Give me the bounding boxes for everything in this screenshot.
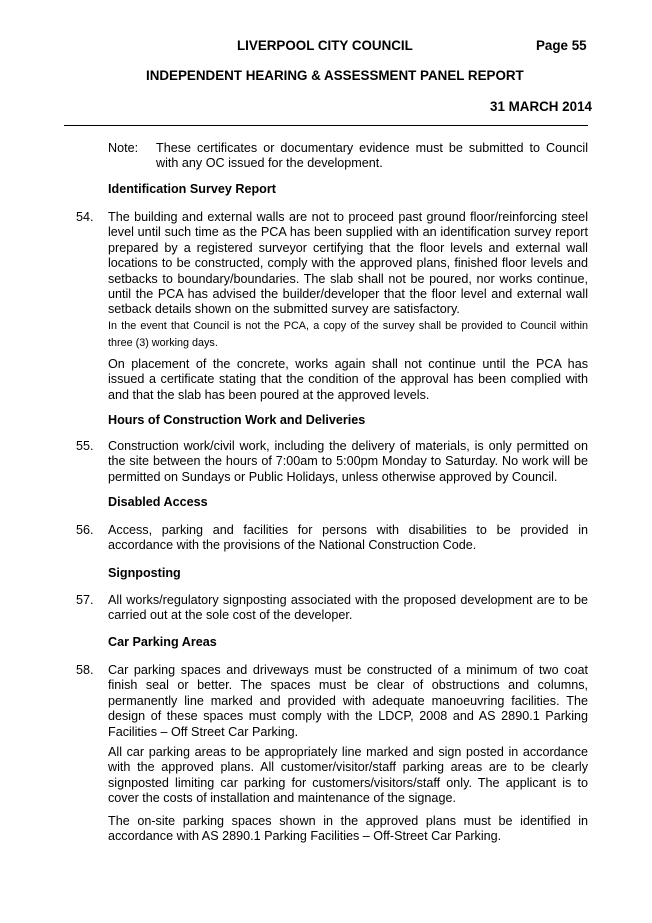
report-title: INDEPENDENT HEARING & ASSESSMENT PANEL REPORT — [146, 68, 524, 83]
section-heading-hours: Hours of Construction Work and Deliveries — [108, 413, 366, 427]
section-heading-disabled-access: Disabled Access — [108, 495, 208, 509]
council-name: LIVERPOOL CITY COUNCIL — [237, 38, 413, 53]
note-text: These certificates or documentary evidence must be submitted to Council with any OC issued for the development. — [156, 141, 588, 171]
disabled-access-paragraph-1: Access, parking and facilities for persons with disabilities to be provided in accordance with the provisions of the National Construction Code. — [108, 523, 588, 553]
identification-paragraph-1: The building and external walls are not to proceed past ground floor/reinforcing steel level until such time as the PCA has been supplied with an identification survey report prepared by a registered surveyor certifying that the floor levels and external wall locations to be constructed, comply with the approved plans, finished floor levels and setbacks to boundary/boundaries. The slab shall not be poured, nor works continue, until the PCA has advised the builder/developer that the floor level and external wall setback details shown on the submitted survey are satisfactory. — [108, 210, 588, 317]
identification-paragraph-2: In the event that Council is not the PCA, a copy of the survey shall be provided to Council within three (3) working days. — [108, 320, 588, 349]
header-divider — [64, 125, 588, 126]
item-number-54: 54. — [76, 210, 94, 224]
car-parking-paragraph-2: All car parking areas to be appropriately line marked and sign posted in accordance with the approved plans. All customer/visitor/staff parking areas are to be clearly signposted limiting car parking for customers/visitors/staff only. The applicant is to cover the costs of installation and maintenance of the signage. — [108, 745, 588, 806]
section-heading-signposting: Signposting — [108, 566, 181, 580]
item-number-56: 56. — [76, 523, 94, 537]
note-label: Note: — [108, 141, 139, 155]
section-heading-identification: Identification Survey Report — [108, 182, 276, 196]
signposting-paragraph-1: All works/regulatory signposting associated with the proposed development are to be carried out at the sole cost of the developer. — [108, 593, 588, 623]
item-number-58: 58. — [76, 663, 94, 677]
item-number-57: 57. — [76, 593, 94, 607]
car-parking-paragraph-3: The on-site parking spaces shown in the approved plans must be identified in accordance with AS 2890.1 Parking Facilities – Off-Street Car Parking. — [108, 814, 588, 844]
section-heading-car-parking: Car Parking Areas — [108, 635, 217, 649]
hours-paragraph-1: Construction work/civil work, including the delivery of materials, is only permitted on the site between the hours of 7:00am to 5:00pm Monday to Saturday. No work will be permitted on Sundays or Public Holidays, unless otherwise approved by Council. — [108, 439, 588, 484]
car-parking-paragraph-1: Car parking spaces and driveways must be constructed of a minimum of two coat finish seal or better. The spaces must be clear of obstructions and columns, permanently line marked and provided with adequate manoeuvring facilities. The design of these spaces must comply with the LDCP, 2008 and AS 2890.1 Parking Facilities – Off Street Car Parking. — [108, 663, 588, 739]
identification-paragraph-3: On placement of the concrete, works again shall not continue until the PCA has issued a certificate stating that the condition of the approval has been complied with and that the slab has been poured at the approved levels. — [108, 357, 588, 402]
report-date: 31 MARCH 2014 — [490, 99, 592, 114]
item-number-55: 55. — [76, 439, 94, 453]
page-number: Page 55 — [536, 38, 587, 53]
